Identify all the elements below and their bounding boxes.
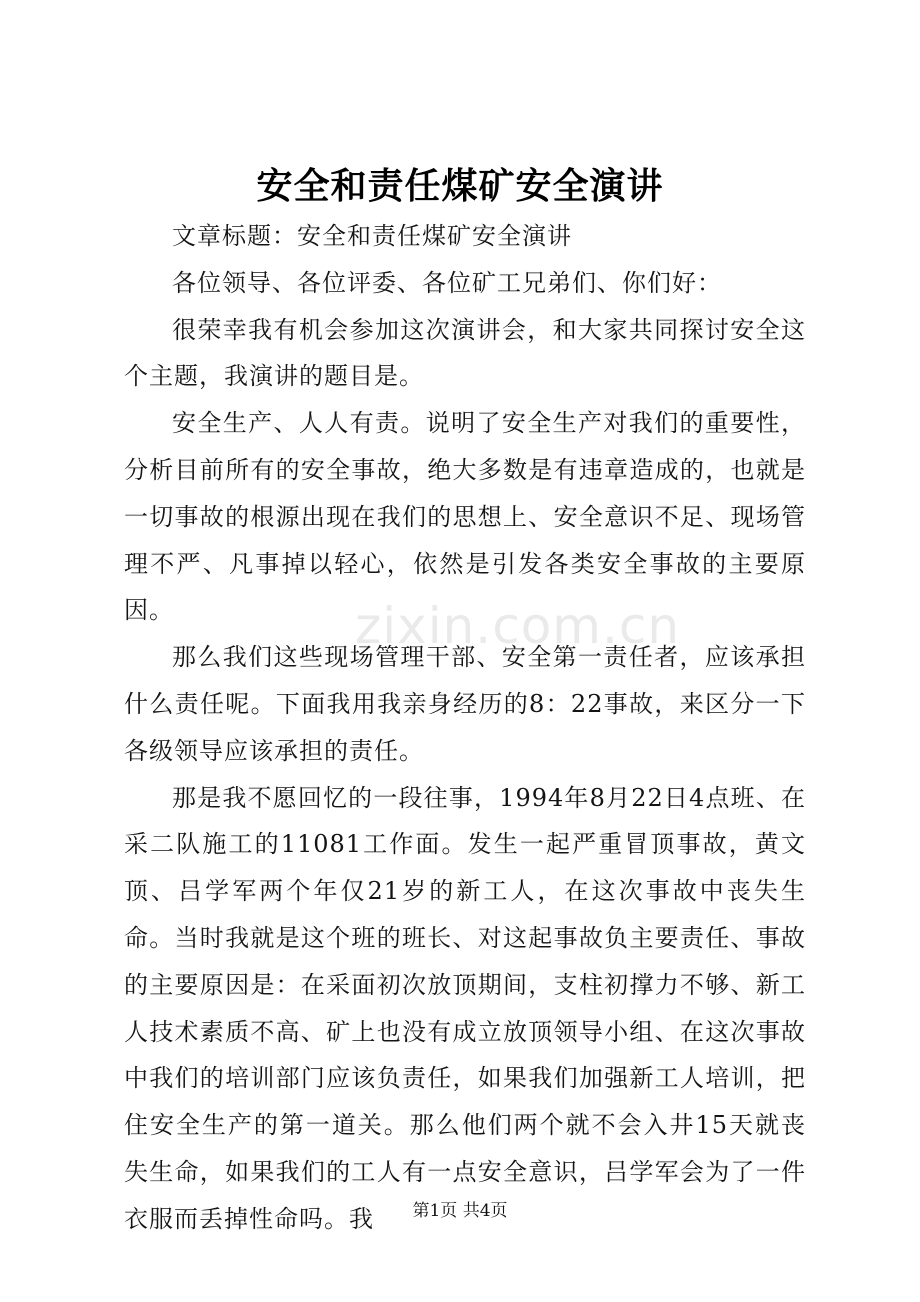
website-watermark: zixin.com.cn (355, 597, 681, 655)
greeting-paragraph: 各位领导、各位评委、各位矿工兄弟们、你们好： (172, 268, 722, 297)
document-body (124, 213, 806, 1243)
management-question-paragraph: 那么我们这些现场管理干部、安全第一责任者，应该承担什么责任呢。下面我用我亲身经历的8：22事故，来区分一下各级领导应该承担的责任。 (124, 643, 806, 765)
incident-paragraph: 那是我不愿回忆的一段往事，1994年8月22日4点班、在采二队施工的11081工作面。发生一起严重冒顶事故，黄文顶、吕学军两个年仅21岁的新工人，在这次事故中丧失生命。当时我就是这个班的班长、对这起事故负主要责任、事故的主要原因是：在采面初次放顶期间，支柱初撑力不够、新工人技术素质不高、矿上也没有成立放顶领导小组、在这次事故中我们的培训部门应该负责任，如果我们加强新工人培训，把住安全生产的第一道关。那么他们两个就不会入井15天就丧失生命，如果我们的工人有一点安全意识，吕学军会为了一件衣服而丢掉性命吗。我 (124, 783, 806, 1233)
document-title: 安全和责任煤矿安全演讲 (256, 165, 664, 207)
article-title-line: 文章标题：安全和责任煤矿安全演讲 (172, 222, 572, 250)
intro-paragraph: 很荣幸我有机会参加这次演讲会，和大家共同探讨安全这个主题，我演讲的题目是。 (124, 315, 806, 391)
safety-responsibility-paragraph: 安全生产、人人有责。说明了安全生产对我们的重要性，分析目前所有的安全事故，绝大多数是有违章造成的，也就是一切事故的根源出现在我们的思想上、安全意识不足、现场管理不严、凡事掉以轻心，依然是引发各类安全事故的主要原因。 (124, 409, 806, 625)
page-footer: 第1页 共4页 (412, 1201, 508, 1221)
